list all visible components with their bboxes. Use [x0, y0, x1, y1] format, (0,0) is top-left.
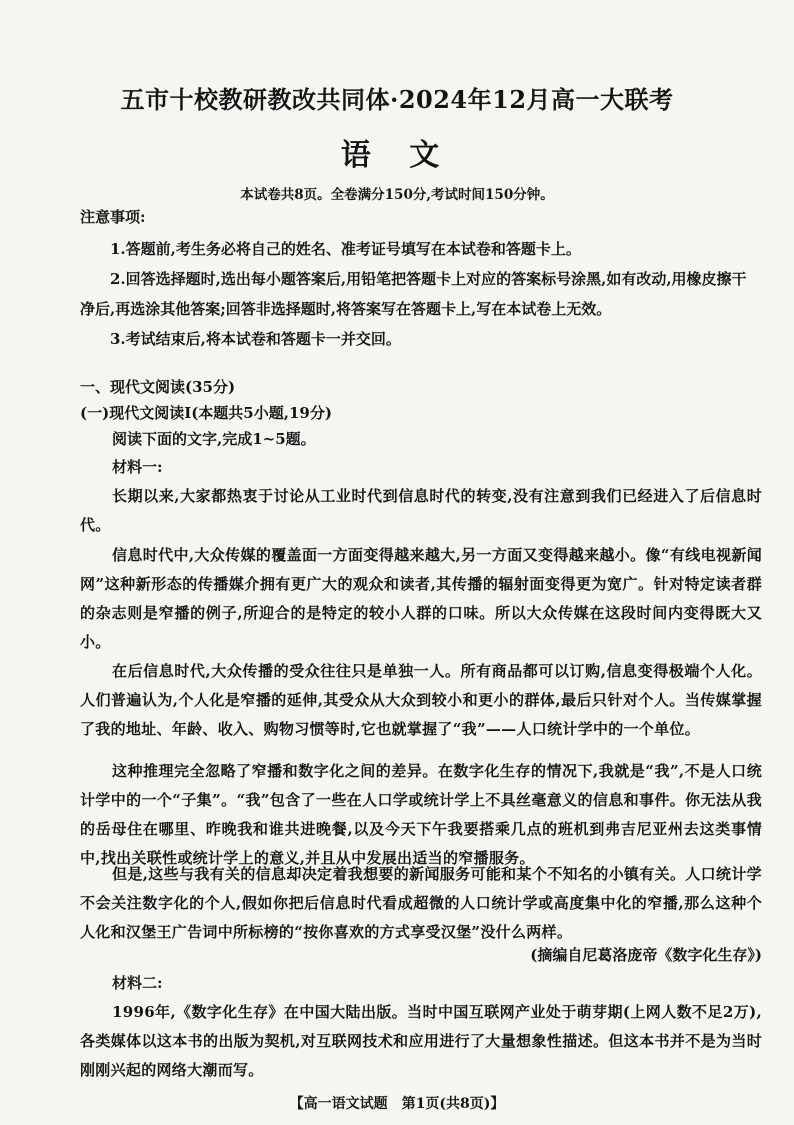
exam-info: 本试卷共8页。全卷满分150分,考试时间150分钟。: [240, 187, 554, 203]
exam-title: 五市十校教研教改共同体·2024年12月高一大联考: [120, 85, 674, 114]
material1-paragraph: 在后信息时代,大众传播的受众往往只是单独一人。所有商品都可以订购,信息变得极端个人化。人们普遍认为,个人化是窄播的延伸,其受众从大众到较小和更小的群体,最后只针对个人。当传媒掌握了我的地址、年龄、收入、购物习惯等时,它也就掌握了“我”——人口统计学中的一个单位。: [80, 662, 762, 738]
subject-title: 语 文: [340, 138, 454, 173]
material1-paragraph: 长期以来,大家都热衷于讨论从工业时代到信息时代的转变,没有注意到我们已经进入了后信息时代。: [80, 487, 762, 534]
material1-paragraph: 但是,这些与我有关的信息却决定着我想要的新闻服务可能和某个不知名的小镇有关。人口统计学不会关注数字化的个人,假如你把后信息时代看成超微的人口统计学或高度集中化的窄播,那么这种个人化和汉堡王广告词中所标榜的“按你喜欢的方式享受汉堡”没什么两样。: [80, 865, 762, 941]
notice-title: 注意事项:: [80, 208, 146, 226]
material1-paragraph: 这种推理完全忽略了窄播和数字化之间的差异。在数字化生存的情况下,我就是“我”,不是人口统计学中的一个“子集”。“我”包含了一些在人口学或统计学上不具丝毫意义的信息和事件。你无法从我的岳母住在哪里、昨晚我和谁共进晚餐,以及今天下午我要搭乘几点的班机到弗吉尼亚州去这类事情中,找出关联性或统计学上的意义,并且从中发展出适当的窄播服务。: [80, 762, 762, 867]
material1-source: (摘编自尼葛洛庞帝《数字化生存》): [530, 946, 762, 964]
instruction: 阅读下面的文字,完成1~5题。: [112, 430, 316, 448]
notice-item: 3.考试结束后,将本试卷和答题卡一并交回。: [110, 330, 401, 348]
notice-item: 2.回答选择题时,选出每小题答案后,用铅笔把答题卡上对应的答案标号涂黑,如有改动,用橡皮擦干净后,再选涂其他答案;回答非选择题时,将答案写在答题卡上,写在本试卷上无效。: [80, 270, 747, 318]
material1-paragraph: 信息时代中,大众传媒的覆盖面一方面变得越来越大,另一方面又变得越来越小。像“有线电视新闻网”这种新形态的传播媒介拥有更广大的观众和读者,其传播的辐射面变得更为宽广。针对特定读者群的杂志则是窄播的例子,所迎合的是特定的较小人群的口味。所以大众传媒在这段时间内变得既大又小。: [80, 546, 762, 651]
notice-item: 1.答题前,考生务必将自己的姓名、准考证号填写在本试卷和答题卡上。: [110, 240, 581, 258]
material1-label: 材料一:: [112, 458, 163, 476]
subsection-title: (一)现代文阅读Ⅰ(本题共5小题,19分): [80, 404, 332, 422]
material2-label: 材料二:: [112, 974, 163, 992]
page-footer: 【高一语文试题 第1页(共8页)】: [289, 1096, 505, 1112]
section-title: 一、现代文阅读(35分): [80, 378, 236, 396]
material2-paragraph: 1996年,《数字化生存》在中国大陆出版。当时中国互联网产业处于萌芽期(上网人数不足2万),各类媒体以这本书的出版为契机,对互联网技术和应用进行了大量想象性描述。但这本书并不是为当时刚刚兴起的网络大潮而写。: [80, 1003, 762, 1079]
